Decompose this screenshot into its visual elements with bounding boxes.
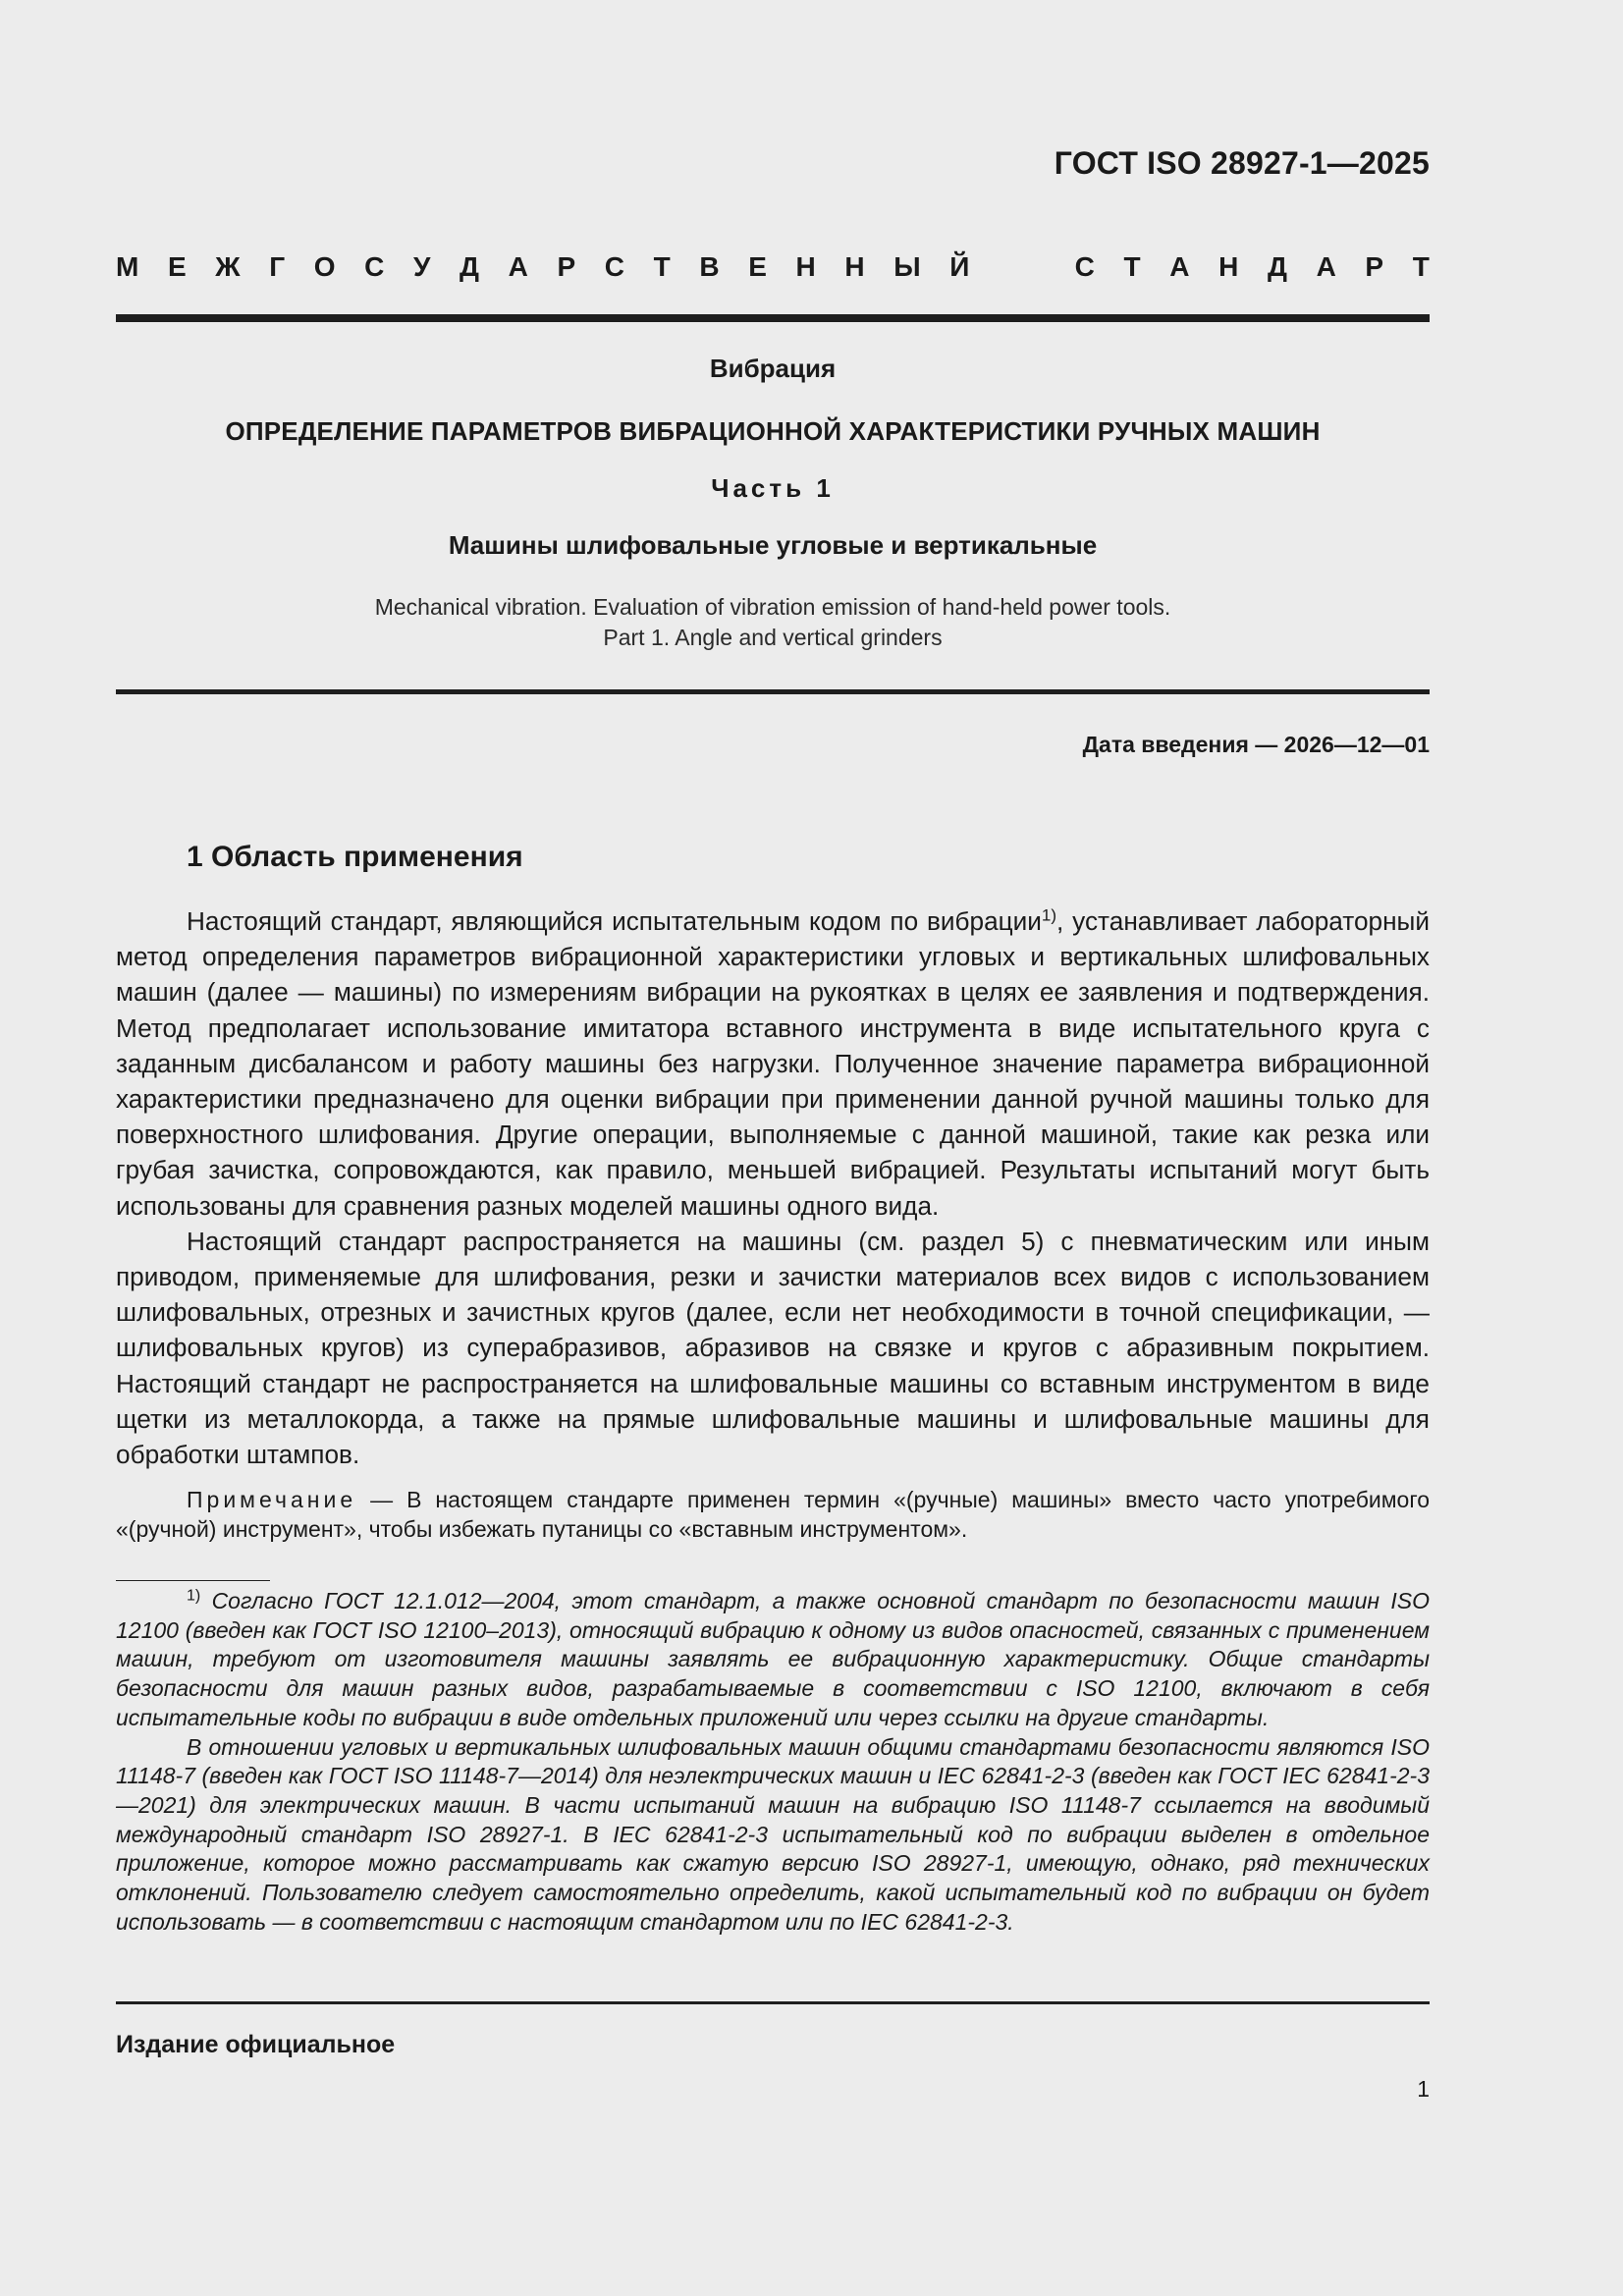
official-edition-label: Издание официальное (116, 2031, 396, 2058)
section-body (116, 903, 1430, 1472)
document-code: ГОСТ ISO 28927-1—2025 (1054, 145, 1430, 181)
interstate-letter: В (699, 251, 720, 282)
interstate-letter: Р (557, 251, 576, 282)
interstate-letter: Ы (893, 251, 921, 282)
title-subtitle: Машины шлифовальные угловые и вертикальные (448, 530, 1098, 560)
standard-letter: Д (1267, 251, 1287, 282)
word-gap (999, 251, 1046, 283)
interstate-letter: С (604, 251, 624, 282)
standard-letter: Н (1218, 251, 1239, 282)
interstate-letter: С (364, 251, 385, 282)
footnote-ref[interactable]: 1) (1041, 905, 1057, 925)
note (116, 1485, 1430, 1544)
interstate-letter: А (508, 251, 528, 282)
interstate-letter: Н (795, 251, 816, 282)
standard-letter: С (1074, 251, 1095, 282)
standard-letter: Т (1412, 251, 1430, 282)
interstate-letter: Е (748, 251, 767, 282)
standard-letter: Р (1365, 251, 1384, 282)
standard-letter: Т (1123, 251, 1141, 282)
title-part: Часть 1 (711, 473, 835, 503)
standard-letter: А (1316, 251, 1336, 282)
paragraph-1-end: , устанавливает лабораторный метод определения параметров вибрационной характеристики угловых и вертикальных шлифовальных машин (далее — машины) по измерениям вибрации на рукоятках в целях ее заявления и подтверждения. Метод предполагает использование имитатора вставного инструмента в виде испытательного круга с заданным дисбалансом и работу машины без нагрузки. Полученное значение параметра вибрационной характеристики предназначено для оценки вибрации при применении данной ручной машины только для поверхностного шлифования. Другие операции, выполняемые с данной машиной, такие как резка или грубая зачистка, сопровождаются, как правило, меньшей вибрацией. Результаты испытаний могут быть использованы для сравнения разных моделей машины одного вида. (116, 906, 1430, 1221)
title-english-line2: Part 1. Angle and vertical grinders (603, 625, 943, 650)
footnote-paragraph-1: Согласно ГОСТ 12.1.012—2004, этот стандарт, а также основной стандарт по безопасности машин ISO 12100 (введен как ГОСТ ISO 12100–2013), относящий вибрацию к одному из видов опасностей, связанных с применением машин, требуют от изготовителя машины заявлять ее вибрационную характеристику. Общие стандарты безопасности для машин разных видов, разрабатываемые в соответствии с ISO 12100, включают в себя испытательные коды по вибрации в виде отдельных приложений или через ссылки на другие стандарты. (116, 1588, 1430, 1730)
standard-letter: А (1169, 251, 1190, 282)
interstate-letter: Е (167, 251, 187, 282)
footer-rule (116, 2001, 1430, 2004)
interstate-letter: М (116, 251, 139, 282)
paragraph-1-start: Настоящий стандарт, являющийся испытательным кодом по вибрации (187, 906, 1042, 936)
title-english (116, 592, 1430, 653)
interstate-letter: Т (653, 251, 671, 282)
footnote-rule (116, 1580, 270, 1581)
introduction-date: Дата введения — 2026—12—01 (1082, 732, 1430, 757)
title-english-line1: Mechanical vibration. Evaluation of vibration emission of hand-held power tools. (374, 594, 1171, 620)
paragraph-2: Настоящий стандарт распространяется на машины (см. раздел 5) с пневматическим или иным приводом, применяемые для шлифования, резки и зачистки материалов всех видов с использованием шлифовальных, отрезных и зачистных кругов (далее, если нет необходимости в точной спецификации, — шлифовальных кругов) из суперабразивов, абразивов на связке и кругов с абразивным покрытием. Настоящий стандарт не распространяется на шлифовальные машины со вставным инструментом в виде щетки из металлокорда, а также на прямые шлифовальные машины и шлифовальные машины для обработки штампов. (116, 1226, 1430, 1470)
footnote-paragraph-2: В отношении угловых и вертикальных шлифовальных машин общими стандартами безопасности являются ISO 11148-7 (введен как ГОСТ ISO 11148-7—2014) для неэлектрических машин и IEC 62841-2-3 (введен как ГОСТ IEC 62841-2-3—2021) для электрических машин. В части испытаний машин на вибрацию ISO 11148-7 ссылается на вводимый международный стандарт ISO 28927-1. В IEC 62841-2-3 испытательный код по вибрации выделен в отдельное приложение, которое можно рассматривать как сжатую версию ISO 28927-1, имеющую, однако, ряд технических отклонений. Пользователю следует самостоятельно определить, какой испытательный код по вибрации он будет использовать — в соответствии с настоящим стандартом или по IEC 62841-2-3. (116, 1733, 1430, 1935)
title-rule (116, 689, 1430, 694)
interstate-letter: Н (844, 251, 865, 282)
note-text: — В настоящем стандарте применен термин «(ручные) машины» вместо часто употребимого «(ручной) инструмент», чтобы избежать путаницы со «вставным инструментом». (116, 1487, 1430, 1542)
page-number: 1 (1417, 2076, 1430, 2102)
interstate-letter: Д (460, 251, 479, 282)
interstate-letter: О (313, 251, 336, 282)
paragraph-1 (116, 903, 1430, 1224)
title-topic: Вибрация (709, 354, 837, 383)
interstate-letter: Г (269, 251, 286, 282)
interstate-standard-heading (116, 251, 1430, 283)
interstate-letter: Ж (215, 251, 241, 282)
note-label: Примечание (187, 1487, 357, 1512)
title-main: ОПРЕДЕЛЕНИЕ ПАРАМЕТРОВ ВИБРАЦИОННОЙ ХАРАКТЕРИСТИКИ РУЧНЫХ МАШИН (225, 416, 1321, 446)
footnote (116, 1587, 1430, 1937)
header-rule (116, 314, 1430, 322)
footnote-marker: 1) (187, 1587, 201, 1605)
interstate-letter: Й (949, 251, 970, 282)
interstate-letter: У (412, 251, 431, 282)
section-title: 1 Область применения (187, 841, 523, 873)
